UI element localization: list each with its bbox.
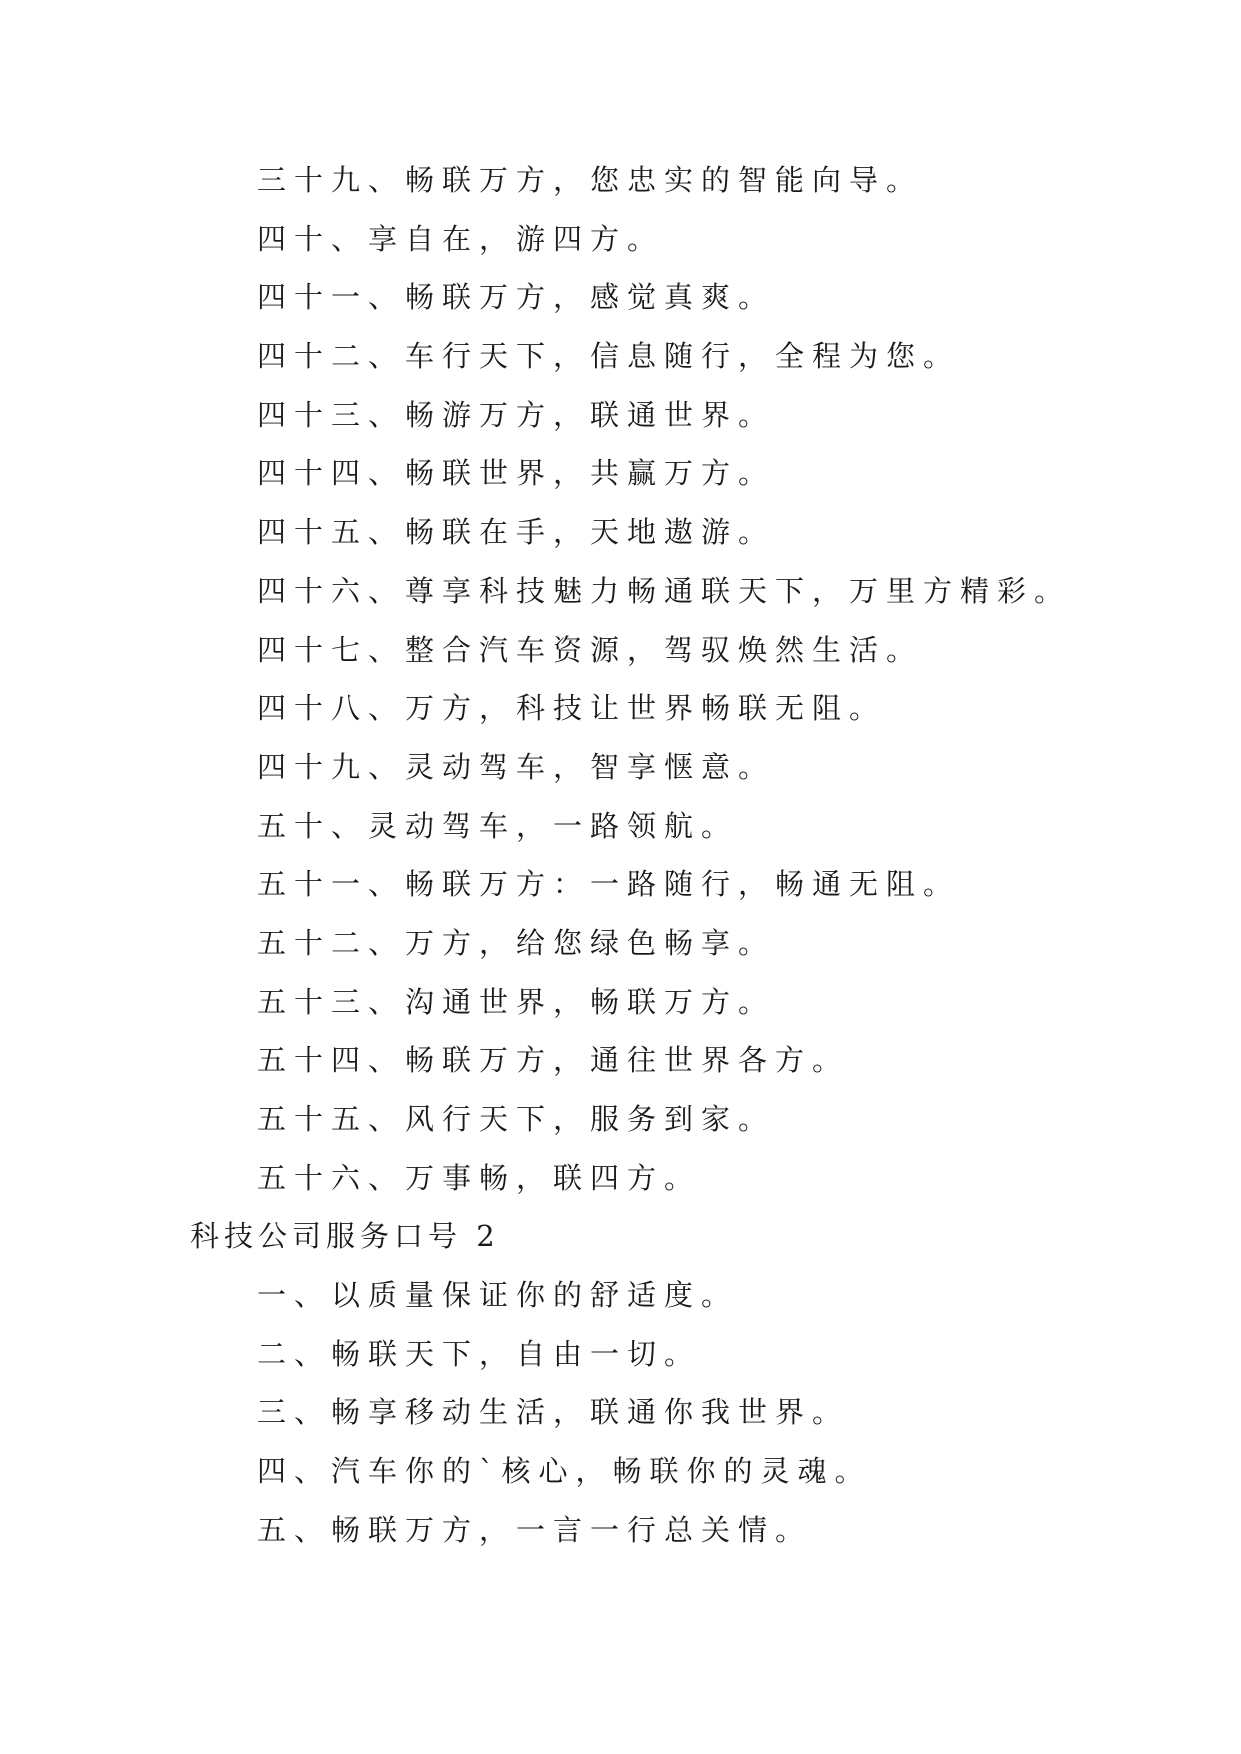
section-heading: 科技公司服务口号 2 xyxy=(190,1219,500,1254)
slogan-item-39: 三十九、畅联万方，您忠实的智能向导。 xyxy=(257,163,924,197)
slogan-item-46: 四十六、尊享科技魅力畅通联天下，万里方精彩。 xyxy=(257,573,1072,608)
slogan-item-45: 四十五、畅联在手，天地遨游。 xyxy=(257,515,776,550)
slogan-item-3: 三、畅享移动生活，联通你我世界。 xyxy=(257,1395,850,1430)
slogan-item-56: 五十六、万事畅，联四方。 xyxy=(257,1160,702,1195)
slogan-item-1: 一、以质量保证你的舒适度。 xyxy=(257,1278,739,1313)
slogan-item-51: 五十一、畅联万方：一路随行，畅通无阻。 xyxy=(257,867,961,902)
slogan-item-47: 四十七、整合汽车资源，驾驭焕然生活。 xyxy=(257,632,924,667)
slogan-item-48: 四十八、万方，科技让世界畅联无阻。 xyxy=(257,691,887,726)
slogan-item-55: 五十五、风行天下，服务到家。 xyxy=(257,1102,776,1136)
slogan-item-53: 五十三、沟通世界，畅联万方。 xyxy=(257,984,776,1019)
slogan-item-44: 四十四、畅联世界，共赢万方。 xyxy=(257,456,776,491)
slogan-item-40: 四十、享自在，游四方。 xyxy=(257,221,665,256)
slogan-item-50: 五十、灵动驾车，一路领航。 xyxy=(257,808,739,843)
slogan-item-2: 二、畅联天下，自由一切。 xyxy=(257,1336,702,1371)
document-body xyxy=(0,151,1241,1560)
slogan-item-5: 五、畅联万方，一言一行总关情。 xyxy=(257,1512,813,1547)
slogan-item-54: 五十四、畅联万方，通往世界各方。 xyxy=(257,1043,850,1078)
slogan-item-42: 四十二、车行天下，信息随行，全程为您。 xyxy=(257,339,961,374)
slogan-item-4: 四、汽车你的`核心，畅联你的灵魂。 xyxy=(257,1454,872,1489)
slogan-item-49: 四十九、灵动驾车，智享惬意。 xyxy=(257,749,776,784)
slogan-item-52: 五十二、万方，给您绿色畅享。 xyxy=(257,925,776,960)
slogan-item-43: 四十三、畅游万方，联通世界。 xyxy=(257,397,776,432)
slogan-item-41: 四十一、畅联万方，感觉真爽。 xyxy=(257,280,776,315)
